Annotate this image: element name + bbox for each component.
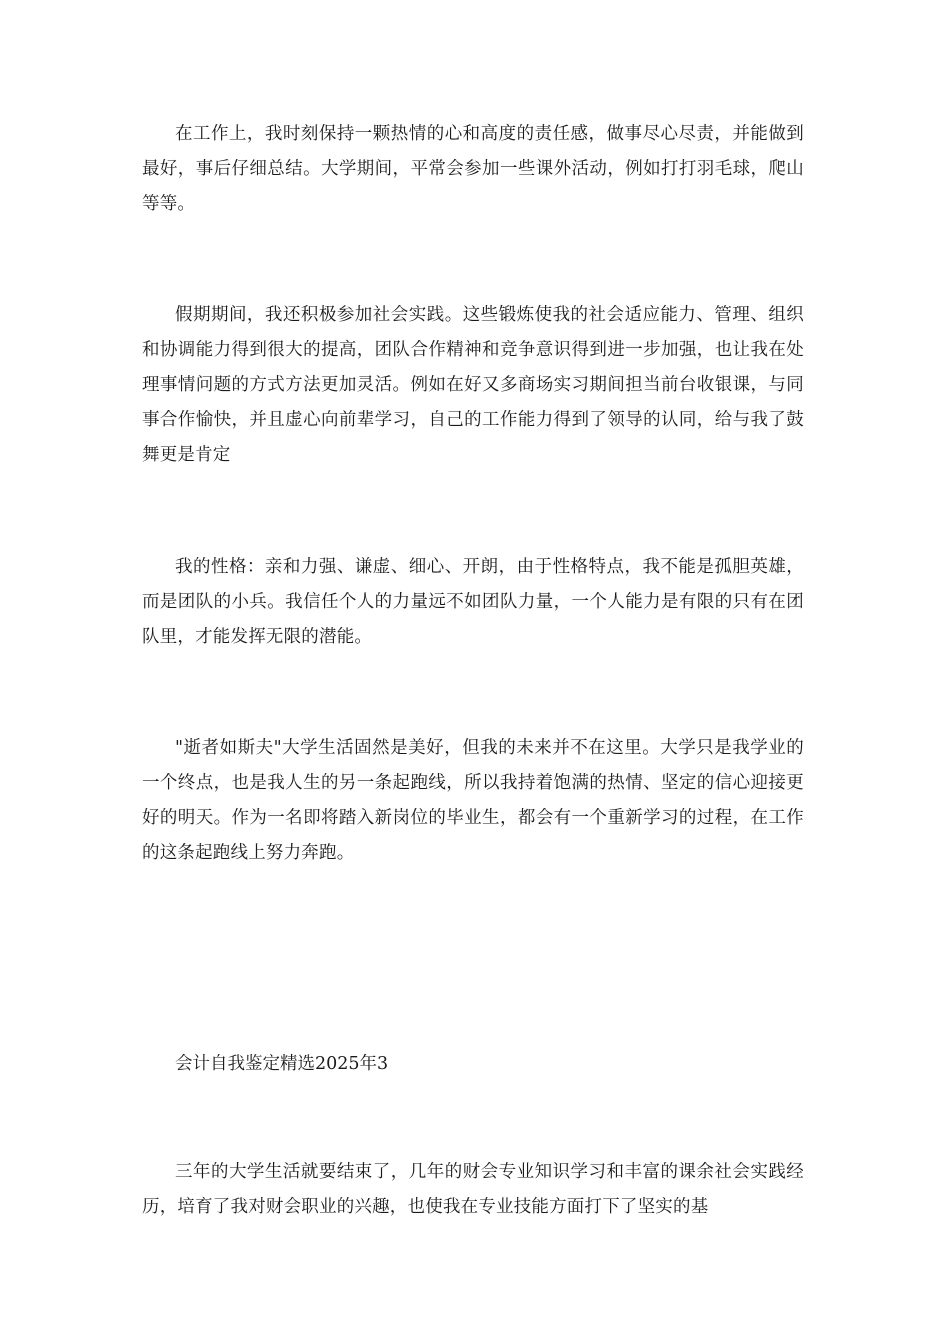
paragraph-personality: 我的性格：亲和力强、谦虚、细心、开朗，由于性格特点，我不能是孤胆英雄，而是团队的小兵。我信任个人的力量远不如团队力量，一个人能力是有限的只有在团队里，才能发挥无限的潜能。	[142, 557, 804, 647]
paragraph-social-practice: 假期期间，我还积极参加社会实践。这些锻炼使我的社会适应能力、管理、组织和协调能力得到很大的提高，团队合作精神和竞争意识得到进一步加强，也让我在处理事情问题的方式方法更加灵活。例如在好又多商场实习期间担当前台收银课，与同事合作愉快，并且虚心向前辈学习，自己的工作能力得到了领导的认同，给与我了鼓舞更是肯定	[142, 305, 804, 465]
section-title: 会计自我鉴定精选2025年3	[175, 1054, 389, 1074]
paragraph-future-outlook: "逝者如斯夫"大学生活固然是美好，但我的未来并不在这里。大学只是我学业的一个终点，也是我人生的另一条起跑线，所以我持着饱满的热情、坚定的信心迎接更好的明天。作为一名即将踏入新岗位的毕业生，都会有一个重新学习的过程，在工作的这条起跑线上努力奔跑。	[142, 738, 804, 863]
paragraph-section-intro: 三年的大学生活就要结束了，几年的财会专业知识学习和丰富的课余社会实践经历，培育了我对财会职业的兴趣，也使我在专业技能方面打下了坚实的基	[142, 1162, 804, 1217]
paragraph-work-attitude: 在工作上，我时刻保持一颗热情的心和高度的责任感，做事尽心尽责，并能做到最好，事后仔细总结。大学期间，平常会参加一些课外活动，例如打打羽毛球，爬山等等。	[142, 124, 804, 214]
